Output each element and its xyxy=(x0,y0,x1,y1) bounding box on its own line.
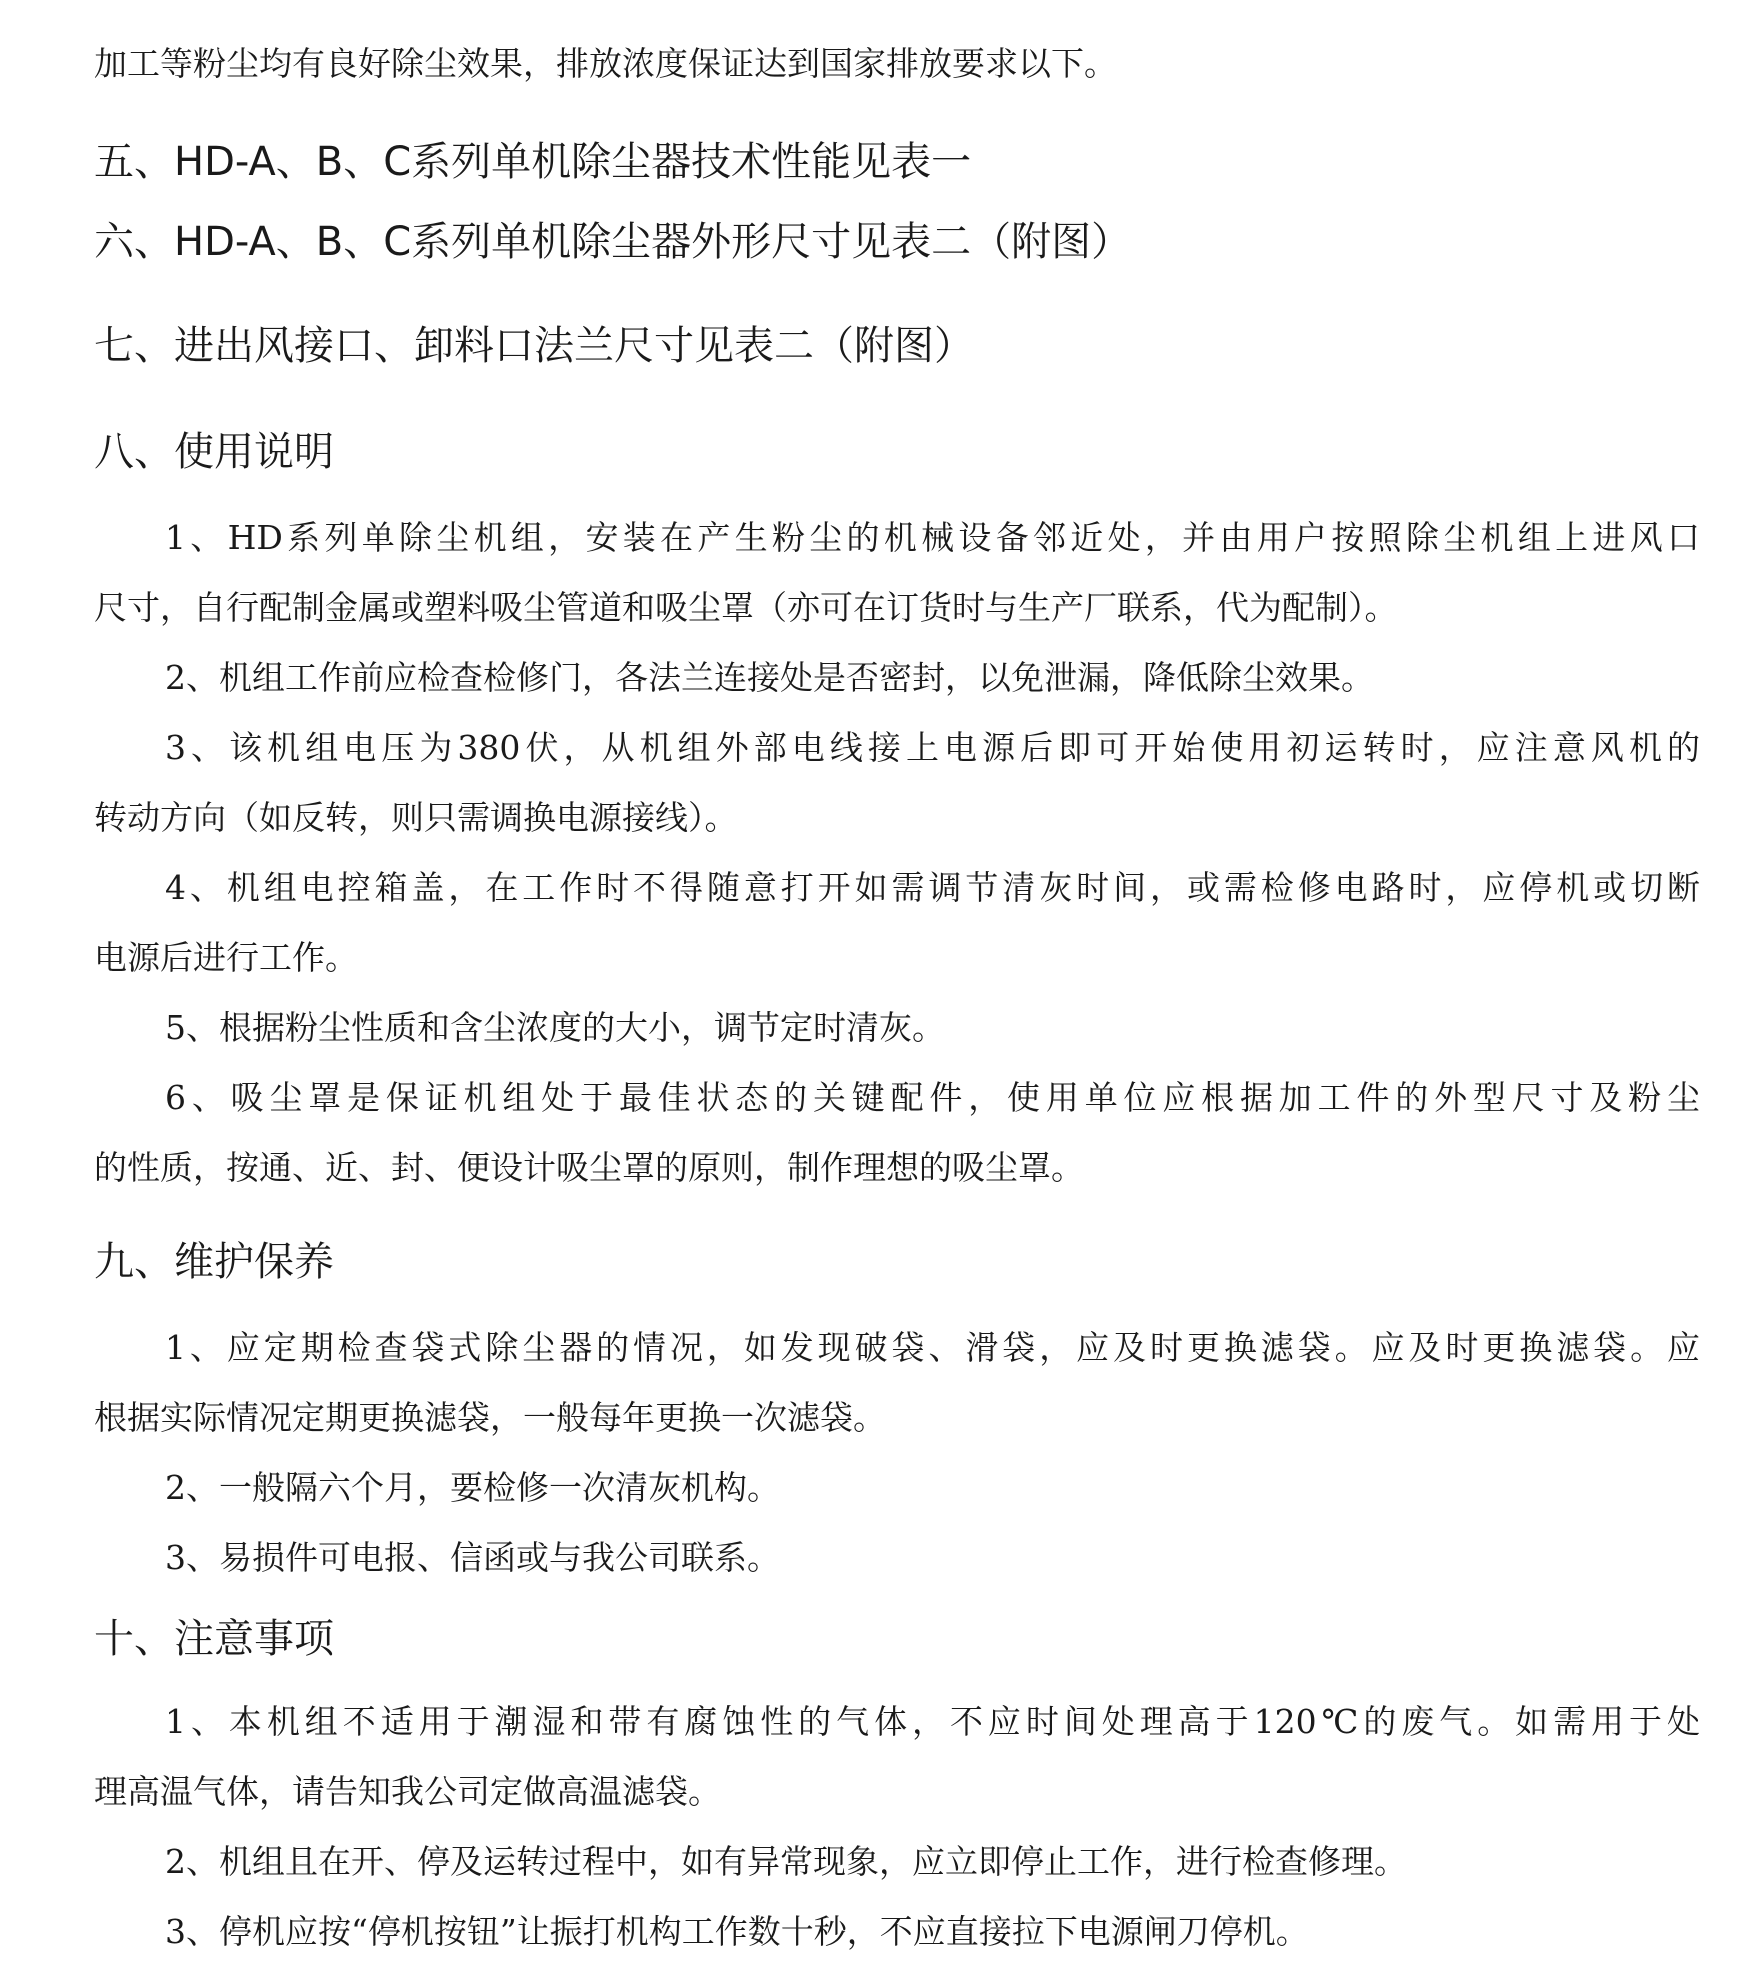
caution-item-3: 3、停机应按“停机按钮”让振打机构工作数十秒，不应直接拉下电源闸刀停机。 xyxy=(165,1912,1309,1951)
caution-item-2: 2、机组且在开、停及运转过程中，如有异常现象，应立即停止工作，进行检查修理。 xyxy=(165,1842,1407,1881)
usage-item-4-line-2: 电源后进行工作。 xyxy=(94,938,358,977)
usage-item-1-line-1: 1、HD系列单除尘机组，安装在产生粉尘的机械设备邻近处，并由用户按照除尘机组上进风口 xyxy=(165,518,1700,557)
section-8-heading: 八、使用说明 xyxy=(94,429,334,475)
usage-item-2: 2、机组工作前应检查检修门，各法兰连接处是否密封，以免泄漏，降低除尘效果。 xyxy=(165,658,1374,697)
section-9-heading: 九、维护保养 xyxy=(94,1239,334,1285)
maintenance-item-2: 2、一般隔六个月，要检修一次清灰机构。 xyxy=(165,1468,780,1507)
usage-item-6-line-1: 6、吸尘罩是保证机组处于最佳状态的关键配件，使用单位应根据加工件的外型尺寸及粉尘 xyxy=(165,1078,1700,1117)
usage-item-3-line-2: 转动方向（如反转，则只需调换电源接线）。 xyxy=(94,798,738,837)
section-6-heading: 六、HD-A、B、C系列单机除尘器外形尺寸见表二（附图） xyxy=(94,219,1132,265)
caution-item-1-line-1: 1、本机组不适用于潮湿和带有腐蚀性的气体，不应时间处理高于120℃的废气。如需用于处 xyxy=(165,1702,1700,1741)
caution-item-1-line-2: 理高温气体，请告知我公司定做高温滤袋。 xyxy=(94,1772,721,1811)
section-5-heading: 五、HD-A、B、C系列单机除尘器技术性能见表一 xyxy=(94,139,972,185)
section-7-heading: 七、进出风接口、卸料口法兰尺寸见表二（附图） xyxy=(94,323,974,369)
section-10-heading: 十、注意事项 xyxy=(94,1616,334,1662)
intro-paragraph: 加工等粉尘均有良好除尘效果，排放浓度保证达到国家排放要求以下。 xyxy=(94,44,1117,83)
maintenance-item-3: 3、易损件可电报、信函或与我公司联系。 xyxy=(165,1538,780,1577)
usage-item-5: 5、根据粉尘性质和含尘浓度的大小，调节定时清灰。 xyxy=(165,1008,945,1047)
maintenance-item-1-line-1: 1、应定期检查袋式除尘器的情况，如发现破袋、滑袋，应及时更换滤袋。应及时更换滤袋。应 xyxy=(165,1328,1700,1367)
usage-item-1-line-2: 尺寸，自行配制金属或塑料吸尘管道和吸尘罩（亦可在订货时与生产厂联系，代为配制）。 xyxy=(94,588,1398,627)
maintenance-item-1-line-2: 根据实际情况定期更换滤袋，一般每年更换一次滤袋。 xyxy=(94,1398,886,1437)
usage-item-4-line-1: 4、机组电控箱盖，在工作时不得随意打开如需调节清灰时间，或需检修电路时，应停机或切断 xyxy=(165,868,1700,907)
usage-item-6-line-2: 的性质，按通、近、封、便设计吸尘罩的原则，制作理想的吸尘罩。 xyxy=(94,1148,1084,1187)
usage-item-3-line-1: 3、该机组电压为380伏，从机组外部电线接上电源后即可开始使用初运转时，应注意风机的 xyxy=(165,728,1700,767)
